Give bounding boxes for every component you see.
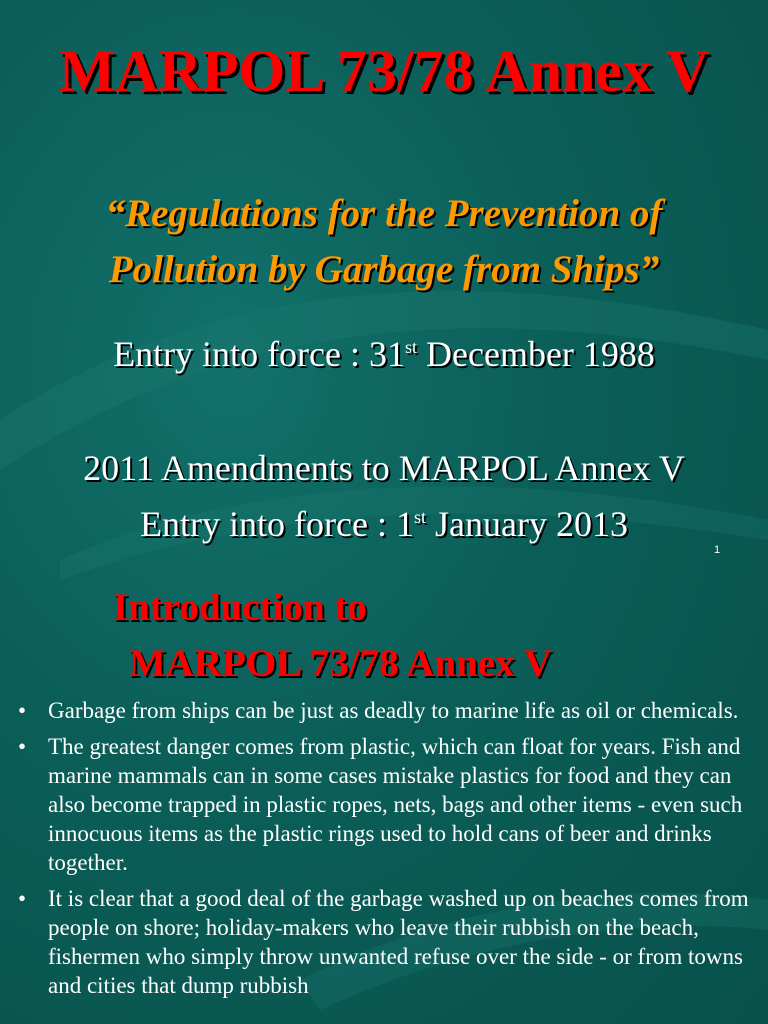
- slide-1-subtitle: [0, 186, 768, 298]
- bullet-icon: •: [18, 886, 27, 911]
- entry1-ordinal: st: [405, 337, 418, 357]
- entry2-prefix: Entry into force : 1: [140, 504, 414, 544]
- slide-2-title: [113, 580, 552, 692]
- bullet-text: Garbage from ships can be just as deadly to marine life as oil or chemicals.: [48, 698, 739, 723]
- list-item: [18, 696, 758, 725]
- slide-2-title-line-2: MARPOL 73/78 Annex V: [129, 642, 552, 685]
- page-number: 1: [714, 544, 721, 556]
- bullet-list: [18, 696, 758, 1007]
- entry2-ordinal: st: [413, 507, 426, 527]
- slide-1-title: MARPOL 73/78 Annex V: [58, 38, 710, 104]
- list-item: [18, 732, 758, 877]
- entry2-suffix: January 2013: [425, 504, 628, 544]
- entry-into-force-2013: [0, 502, 768, 546]
- subtitle-line-1: “Regulations for the Prevention of: [105, 192, 663, 235]
- bullet-icon: •: [18, 734, 27, 759]
- bullet-text: It is clear that a good deal of the garbage washed up on beaches comes from people on shore; holiday-makers who leave their rubbish on the beach, fishermen who simply throw unwanted refuse over the side - or from towns and cities that dump rubbish: [48, 886, 749, 998]
- entry1-prefix: Entry into force : 31: [113, 334, 405, 374]
- bullet-text: The greatest danger comes from plastic, which can float for years. Fish and marine mammals can in some cases mistake plastics for food and they can also become trapped in plastic ropes, nets, bags and other items - even such innocuous items as the plastic rings used to hold cans of beer and drinks together.: [48, 734, 743, 875]
- amendments-heading: 2011 Amendments to MARPOL Annex V: [83, 448, 685, 488]
- list-item: [18, 884, 758, 1000]
- bullet-icon: •: [18, 698, 27, 723]
- entry-into-force-1988: [0, 332, 768, 376]
- entry1-suffix: December 1988: [417, 334, 655, 374]
- subtitle-line-2: Pollution by Garbage from Ships”: [108, 248, 660, 291]
- slide-2-title-line-1: Introduction to: [113, 586, 367, 629]
